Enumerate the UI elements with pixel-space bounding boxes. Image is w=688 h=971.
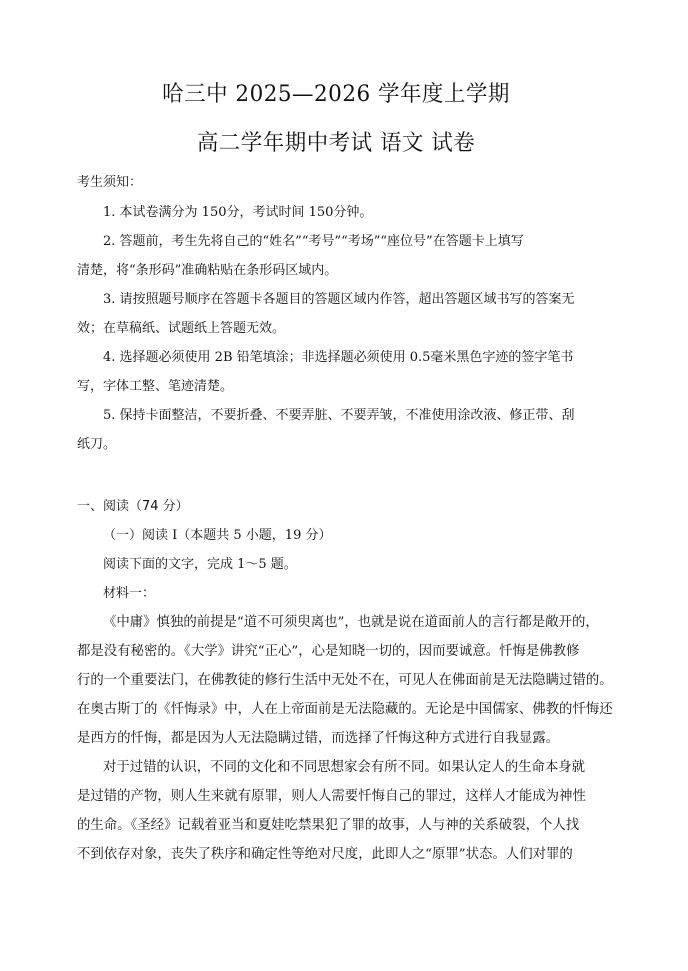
exam-title-line1: 哈三中 2025—2026 学年度上学期 [162,82,510,107]
notice-line: 纸刀。 [77,437,117,452]
notice-heading: 考生须知： [77,175,143,190]
notice-line: 效；在草稿纸、试题纸上答题无效。 [77,321,286,336]
section-heading: 一、阅读（74 分） [77,499,189,514]
paragraph-line: 在奥古斯丁的《忏悔录》中，人在上帝面前是无法隐藏的。无论是中国儒家、佛教的忏悔还 [77,702,613,717]
paragraph-line: 《中庸》慎独的前提是“道不可须臾离也”，也就是说在道面前人的言行都是敞开的， [103,615,599,630]
paragraph-line: 的生命。《圣经》记载着亚当和夏娃吃禁果犯了罪的故事，人与神的关系破裂，个人找 [77,818,580,833]
paragraph-line: 不到依存对象，丧失了秩序和确定性等绝对尺度，此即人之“原罪”状态。人们对罪的 [77,847,573,862]
paragraph-line: 是过错的产物，则人生来就有原罪，则人人需要忏悔自己的罪过，这样人才能成为神性 [77,789,586,804]
notice-line: 4. 选择题必须使用 2B 铅笔填涂；非选择题必须使用 0.5毫米黑色字迹的签字笔书 [103,350,574,365]
paragraph-line: 都是没有秘密的。《大学》讲究“正心”，心是知晓一切的，因而要诚意。忏悔是佛教修 [77,644,580,659]
paragraph-line: 是西方的忏悔，都是因为人无法隐瞒过错，而选择了忏悔这种方式进行自我显露。 [77,731,560,746]
material-label: 材料一： [103,586,156,601]
reading-instruction: 阅读下面的文字，完成 1～5 题。 [103,557,297,572]
paragraph-line: 对于过错的认识，不同的文化和不同思想家会有所不同。如果认定人的生命本身就 [103,760,586,775]
notice-line: 清楚，将“条形码”准确粘贴在条形码区域内。 [77,263,338,278]
notice-line: 2. 答题前，考生先将自己的“姓名”“考号”“考场”“座位号”在答题卡上填写 [103,234,524,249]
notice-line: 1. 本试卷满分为 150分，考试时间 150分钟。 [103,205,373,220]
notice-line: 写，字体工整、笔迹清楚。 [77,379,234,394]
section-subheading: （一）阅读 I（本题共 5 小题，19 分） [103,528,332,543]
notice-line: 5. 保持卡面整洁，不要折叠、不要弄脏、不要弄皱，不准使用涂改液、修正带、刮 [103,408,575,423]
paragraph-line: 行的一个重要法门，在佛教徒的修行生活中无处不在，可见人在佛面前是无法隐瞒过错的。 [77,673,613,688]
notice-line: 3. 请按照题号顺序在答题卡各题目的答题区域内作答，超出答题区域书写的答案无 [103,292,575,307]
exam-title-line2: 高二学年期中考试 语文 试卷 [196,131,476,156]
